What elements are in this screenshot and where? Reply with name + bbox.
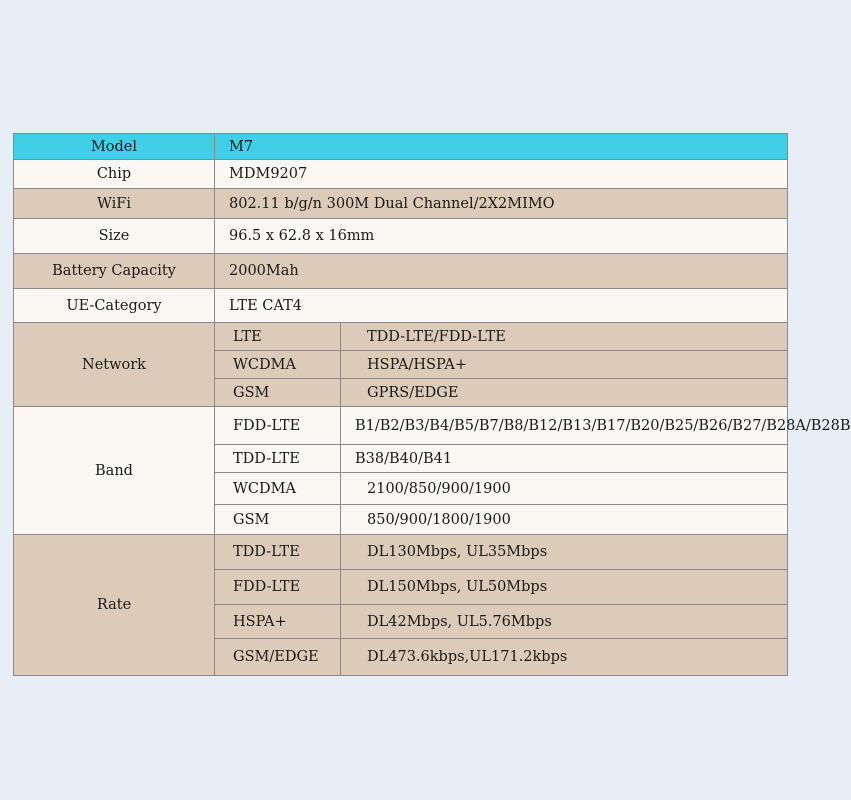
ue-category-value: LTE CAT4 bbox=[215, 289, 788, 323]
network-value: GPRS/EDGE bbox=[341, 379, 788, 407]
band-tech: FDD-LTE bbox=[215, 407, 341, 445]
band-tech: TDD-LTE bbox=[215, 445, 341, 473]
band-row bbox=[14, 407, 788, 445]
rate-row bbox=[14, 535, 788, 570]
chip-label: Chip bbox=[14, 160, 215, 189]
band-value: 2100/850/900/1900 bbox=[341, 473, 788, 505]
rate-value: DL150Mbps, UL50Mbps bbox=[341, 570, 788, 605]
rate-value: DL130Mbps, UL35Mbps bbox=[341, 535, 788, 570]
network-row bbox=[14, 323, 788, 351]
rate-tech: TDD-LTE bbox=[215, 535, 341, 570]
band-value: 850/900/1800/1900 bbox=[341, 505, 788, 535]
network-tech: WCDMA bbox=[215, 351, 341, 379]
rate-tech: GSM/EDGE bbox=[215, 639, 341, 676]
chip-row bbox=[14, 160, 788, 189]
band-label: Band bbox=[14, 407, 215, 535]
model-row bbox=[14, 134, 788, 160]
band-value: B1/B2/B3/B4/B5/B7/B8/B12/B13/B17/B20/B25/B26/B27/B28A/B28B bbox=[341, 407, 788, 445]
rate-tech: FDD-LTE bbox=[215, 570, 341, 605]
band-value: B38/B40/B41 bbox=[341, 445, 788, 473]
band-tech: WCDMA bbox=[215, 473, 341, 505]
chip-value: MDM9207 bbox=[215, 160, 788, 189]
wifi-label: WiFi bbox=[14, 189, 215, 219]
network-value: HSPA/HSPA+ bbox=[341, 351, 788, 379]
battery-row bbox=[14, 254, 788, 289]
network-value: TDD-LTE/FDD-LTE bbox=[341, 323, 788, 351]
band-tech: GSM bbox=[215, 505, 341, 535]
wifi-row bbox=[14, 189, 788, 219]
size-value: 96.5 x 62.8 x 16mm bbox=[215, 219, 788, 254]
ue-category-label: UE-Category bbox=[14, 289, 215, 323]
model-value: M7 bbox=[215, 134, 788, 160]
ue-category-row bbox=[14, 289, 788, 323]
rate-value: DL473.6kbps,UL171.2kbps bbox=[341, 639, 788, 676]
network-tech: GSM bbox=[215, 379, 341, 407]
battery-label: Battery Capacity bbox=[14, 254, 215, 289]
rate-value: DL42Mbps, UL5.76Mbps bbox=[341, 605, 788, 639]
size-label: Size bbox=[14, 219, 215, 254]
wifi-value: 802.11 b/g/n 300M Dual Channel/2X2MIMO bbox=[215, 189, 788, 219]
battery-value: 2000Mah bbox=[215, 254, 788, 289]
rate-label: Rate bbox=[14, 535, 215, 676]
rate-tech: HSPA+ bbox=[215, 605, 341, 639]
size-row bbox=[14, 219, 788, 254]
network-tech: LTE bbox=[215, 323, 341, 351]
spec-table bbox=[13, 133, 851, 676]
network-label: Network bbox=[14, 323, 215, 407]
model-label: Model bbox=[14, 134, 215, 160]
